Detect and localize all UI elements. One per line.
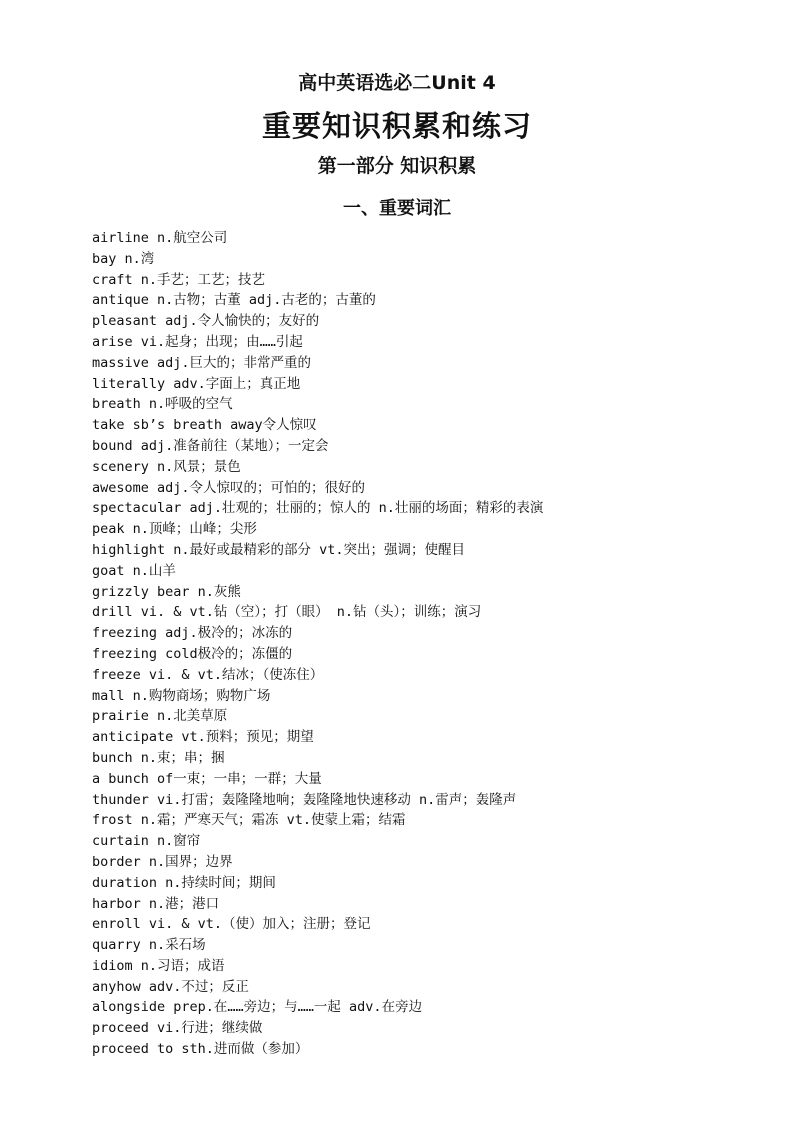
vocab-entry: massive adj.巨大的；非常严重的 bbox=[92, 354, 312, 371]
vocab-entry: duration n.持续时间；期间 bbox=[92, 874, 276, 891]
document-subtitle: 高中英语选必二Unit 4 bbox=[298, 72, 496, 94]
vocab-entry: scenery n.风景；景色 bbox=[92, 458, 241, 475]
vocab-entry: grizzly bear n.灰熊 bbox=[92, 583, 241, 600]
vocab-entry: spectacular adj.壮观的；壮丽的；惊人的 n.壮丽的场面；精彩的表演 bbox=[92, 500, 544, 517]
vocab-entry: drill vi. & vt.钻（空）；打（眼） n.钻（头）；训练；演习 bbox=[92, 604, 482, 621]
vocab-entry: bound adj.准备前往（某地）；一定会 bbox=[92, 437, 329, 454]
vocab-entry: antique n.古物；古董 adj.古老的；古董的 bbox=[92, 292, 376, 309]
section-heading: 一、重要词汇 bbox=[343, 198, 451, 219]
vocab-entry: arise vi.起身；出现；由……引起 bbox=[92, 333, 303, 350]
vocab-entry: proceed vi.行进；继续做 bbox=[92, 1020, 263, 1037]
vocab-entry: highlight n.最好或最精彩的部分 vt.突出；强调；使醒目 bbox=[92, 541, 466, 558]
vocab-entry: literally adv.字面上；真正地 bbox=[92, 375, 301, 392]
vocab-entry: goat n.山羊 bbox=[92, 562, 176, 579]
vocab-entry: mall n.购物商场；购物广场 bbox=[92, 687, 271, 704]
vocab-entry: awesome adj.令人惊叹的；可怕的；很好的 bbox=[92, 479, 366, 496]
vocab-entry: alongside prep.在……旁边；与……一起 adv.在旁边 bbox=[92, 999, 423, 1016]
vocab-entry: border n.国界；边界 bbox=[92, 853, 233, 870]
vocab-entry: peak n.顶峰；山峰；尖形 bbox=[92, 521, 257, 538]
vocab-entry: bay n.湾 bbox=[92, 250, 155, 267]
vocab-entry: pleasant adj.令人愉快的；友好的 bbox=[92, 313, 320, 330]
vocab-entry: prairie n.北美草原 bbox=[92, 708, 228, 725]
document-title: 重要知识积累和练习 bbox=[261, 109, 532, 143]
vocab-entry: freezing adj.极冷的；冰冻的 bbox=[92, 625, 293, 642]
vocab-entry: proceed to sth.进而做（参加） bbox=[92, 1041, 309, 1058]
vocab-entry: craft n.手艺；工艺；技艺 bbox=[92, 271, 266, 288]
vocab-entry: take sb’s breath away令人惊叹 bbox=[92, 417, 317, 434]
vocab-entry: anticipate vt.预料；预见；期望 bbox=[92, 729, 314, 746]
vocab-entry: enroll vi. & vt.（使）加入；注册；登记 bbox=[92, 916, 371, 933]
vocab-entry: anyhow adv.不过；反正 bbox=[92, 978, 249, 995]
vocabulary-list bbox=[92, 228, 752, 1060]
vocab-entry: thunder vi.打雷；轰隆隆地响；轰隆隆地快速移动 n.雷声；轰隆声 bbox=[92, 791, 517, 808]
vocab-entry: frost n.霜；严寒天气；霜冻 vt.使蒙上霜；结霜 bbox=[92, 812, 406, 829]
vocab-entry: breath n.呼吸的空气 bbox=[92, 396, 233, 413]
part-heading: 第一部分 知识积累 bbox=[317, 155, 477, 177]
vocab-entry: curtain n.窗帘 bbox=[92, 833, 201, 850]
vocab-entry: harbor n.港；港口 bbox=[92, 895, 220, 912]
vocab-entry: idiom n.习语；成语 bbox=[92, 957, 225, 974]
vocab-entry: freezing cold极冷的；冻僵的 bbox=[92, 645, 293, 662]
vocab-entry: bunch n.束；串；捆 bbox=[92, 749, 225, 766]
vocab-entry: a bunch of一束；一串；一群；大量 bbox=[92, 770, 322, 787]
vocab-entry: airline n.航空公司 bbox=[92, 230, 228, 246]
vocab-entry: freeze vi. & vt.结冰；（使冻住） bbox=[92, 666, 324, 683]
vocab-entry: quarry n.采石场 bbox=[92, 937, 206, 954]
